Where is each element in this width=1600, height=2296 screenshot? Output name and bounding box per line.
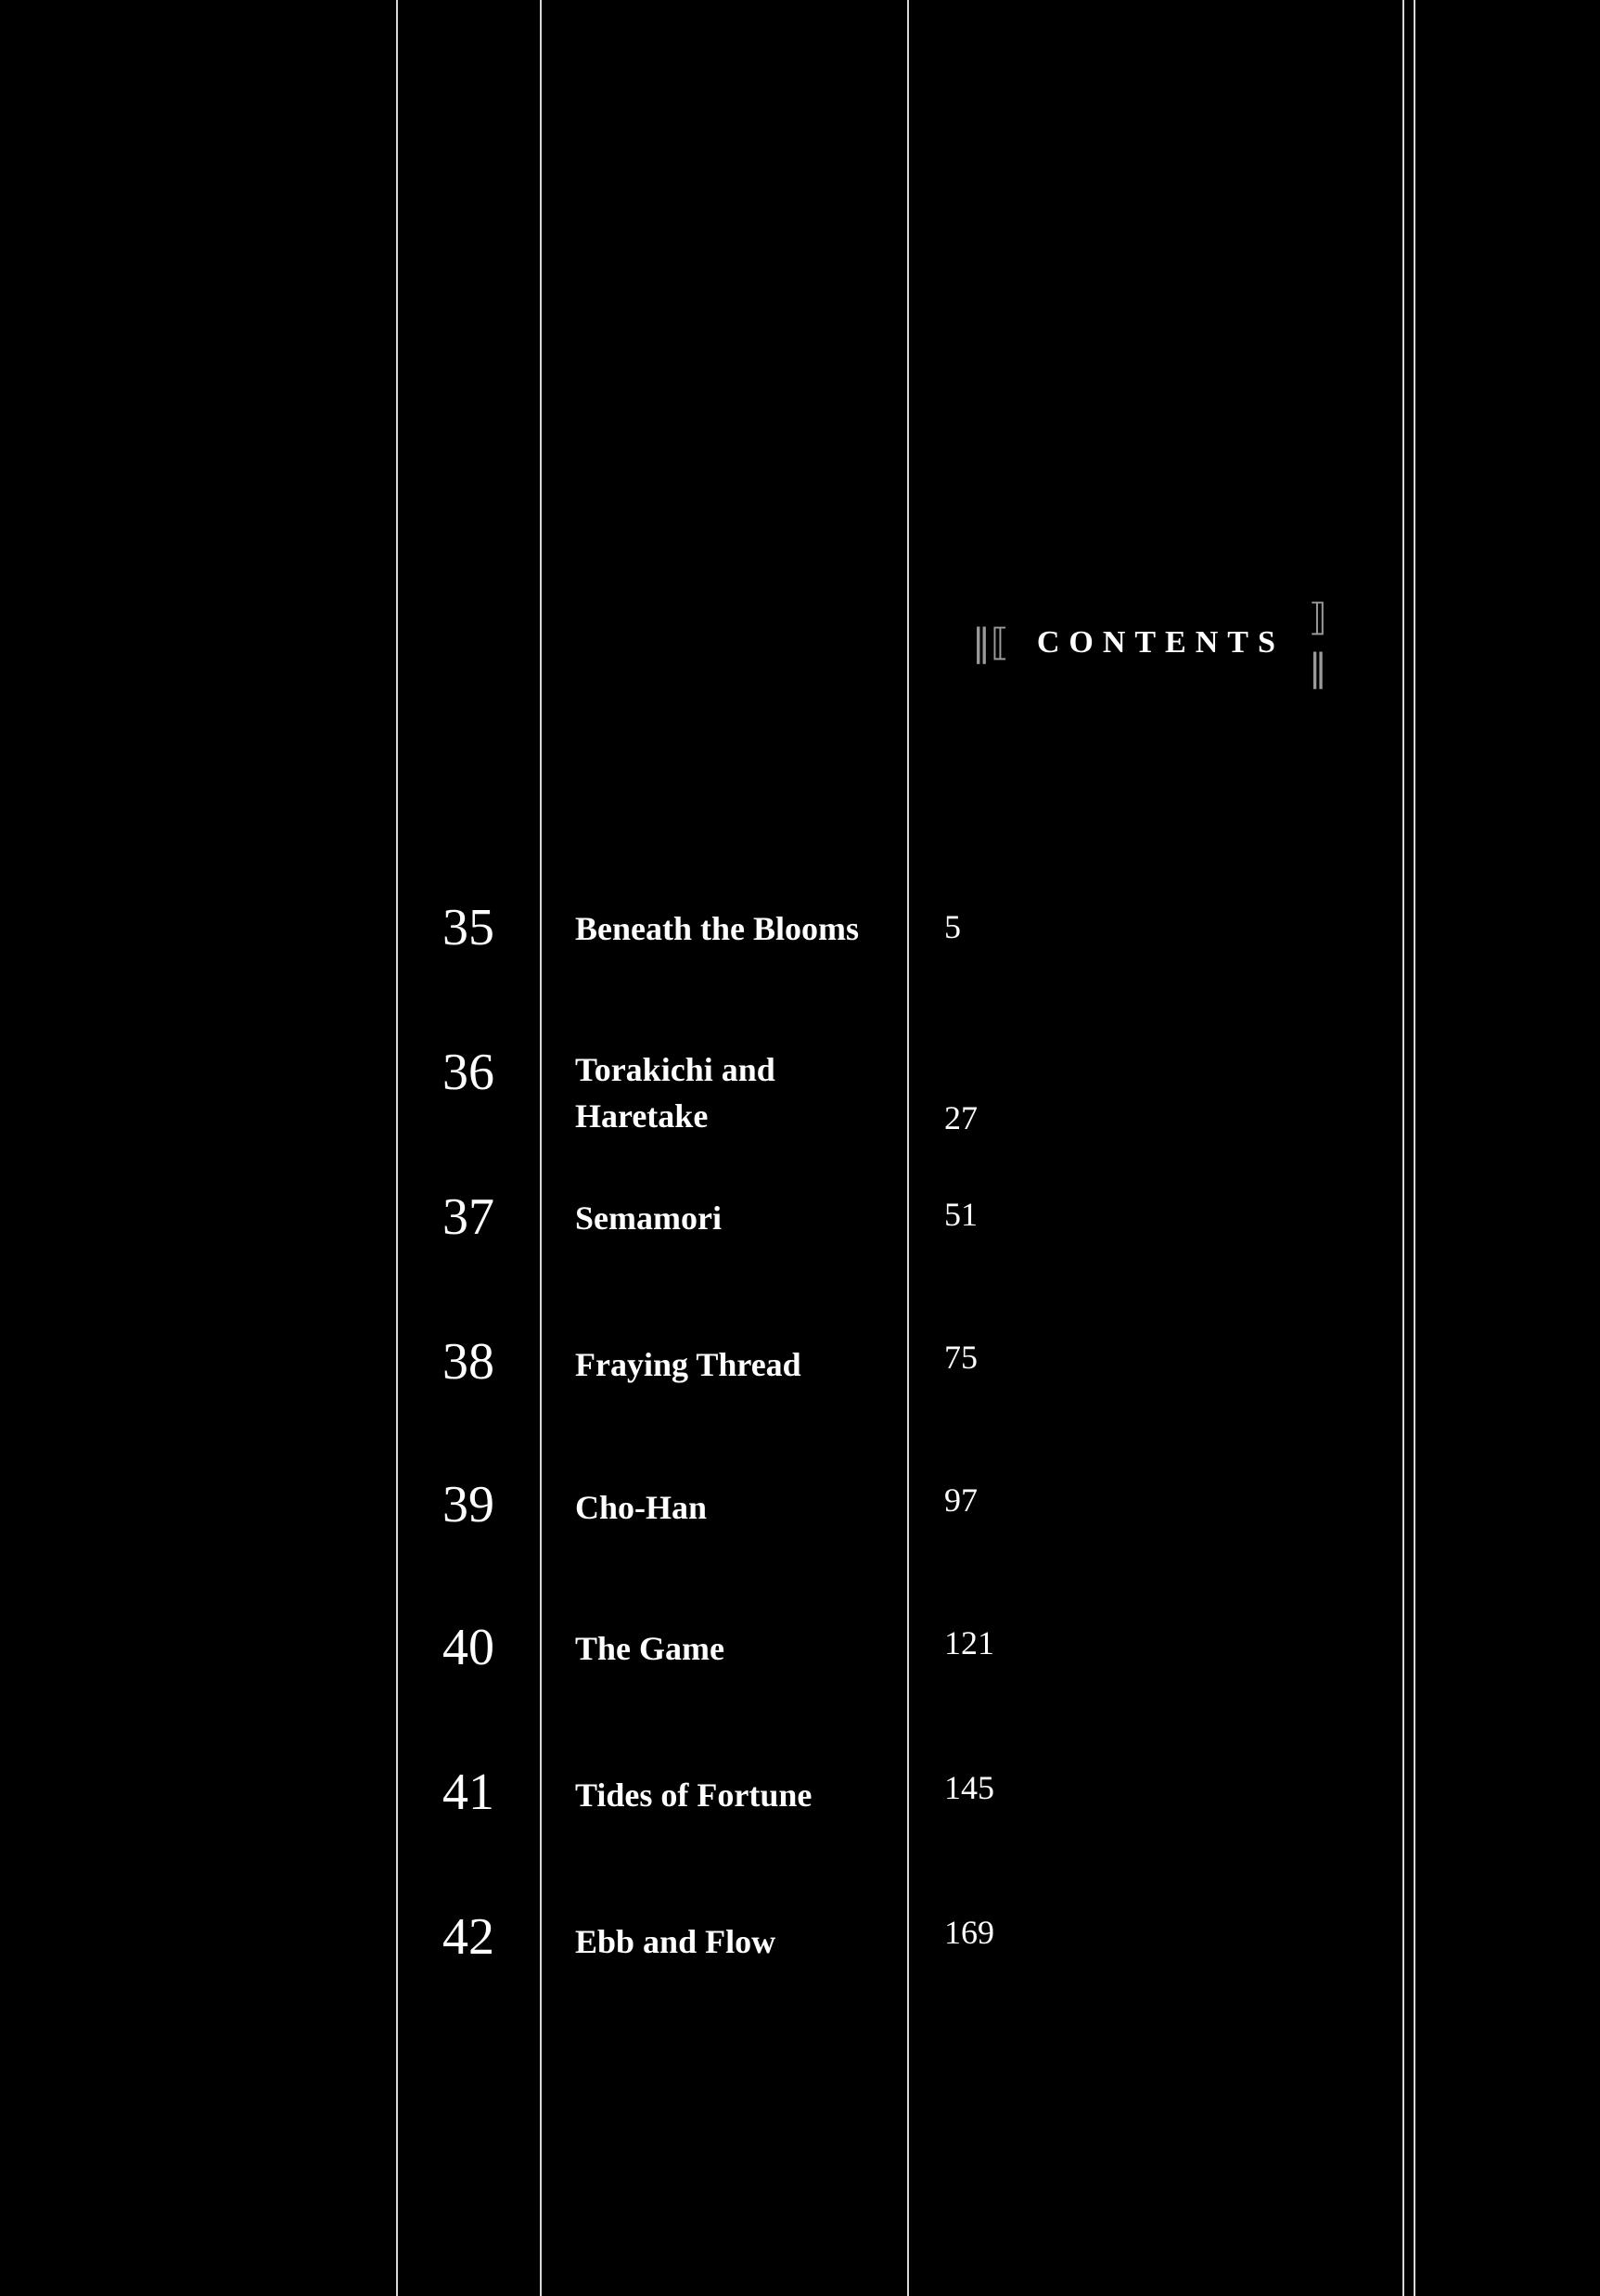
column-rule-number-divider bbox=[540, 0, 542, 2296]
chapter-title: Beneath the Blooms bbox=[575, 910, 859, 947]
column-rule-left bbox=[396, 0, 398, 2296]
chapter-title: The Game bbox=[575, 1630, 724, 1667]
column-rule-right-inner bbox=[1402, 0, 1404, 2296]
page-number: 121 bbox=[944, 1624, 994, 1661]
chapter-title: Torakichi and Haretake bbox=[575, 1051, 775, 1135]
contents-title: CONTENTS bbox=[1036, 625, 1285, 660]
page-number: 75 bbox=[944, 1339, 978, 1376]
chapter-title: Semamori bbox=[575, 1199, 722, 1237]
page-number: 145 bbox=[944, 1769, 994, 1806]
page-number: 97 bbox=[944, 1481, 978, 1519]
chapter-title: Ebb and Flow bbox=[575, 1923, 776, 1960]
chapter-number: 42 bbox=[442, 1908, 494, 1966]
chapter-number: 39 bbox=[442, 1476, 494, 1533]
chapter-title: Cho-Han bbox=[575, 1489, 708, 1526]
chapter-title: Fraying Thread bbox=[575, 1346, 801, 1383]
page-number: 169 bbox=[944, 1914, 994, 1951]
chapter-title: Tides of Fortune bbox=[575, 1777, 813, 1814]
page-number: 51 bbox=[944, 1196, 978, 1233]
right-bracket-ornament: ⟧‖ bbox=[1308, 596, 1327, 689]
page-number: 27 bbox=[944, 1099, 978, 1136]
chapter-number: 38 bbox=[442, 1333, 494, 1391]
chapter-number: 40 bbox=[442, 1619, 494, 1676]
chapter-number: 41 bbox=[442, 1764, 494, 1821]
left-bracket-ornament: ‖⟦ bbox=[972, 622, 1009, 664]
chapter-number: 36 bbox=[442, 1044, 494, 1101]
page-number: 5 bbox=[944, 908, 961, 945]
contents-header bbox=[972, 596, 1343, 689]
chapter-number: 35 bbox=[442, 899, 494, 956]
column-rule-right-outer bbox=[1414, 0, 1415, 2296]
chapter-number: 37 bbox=[442, 1188, 494, 1246]
